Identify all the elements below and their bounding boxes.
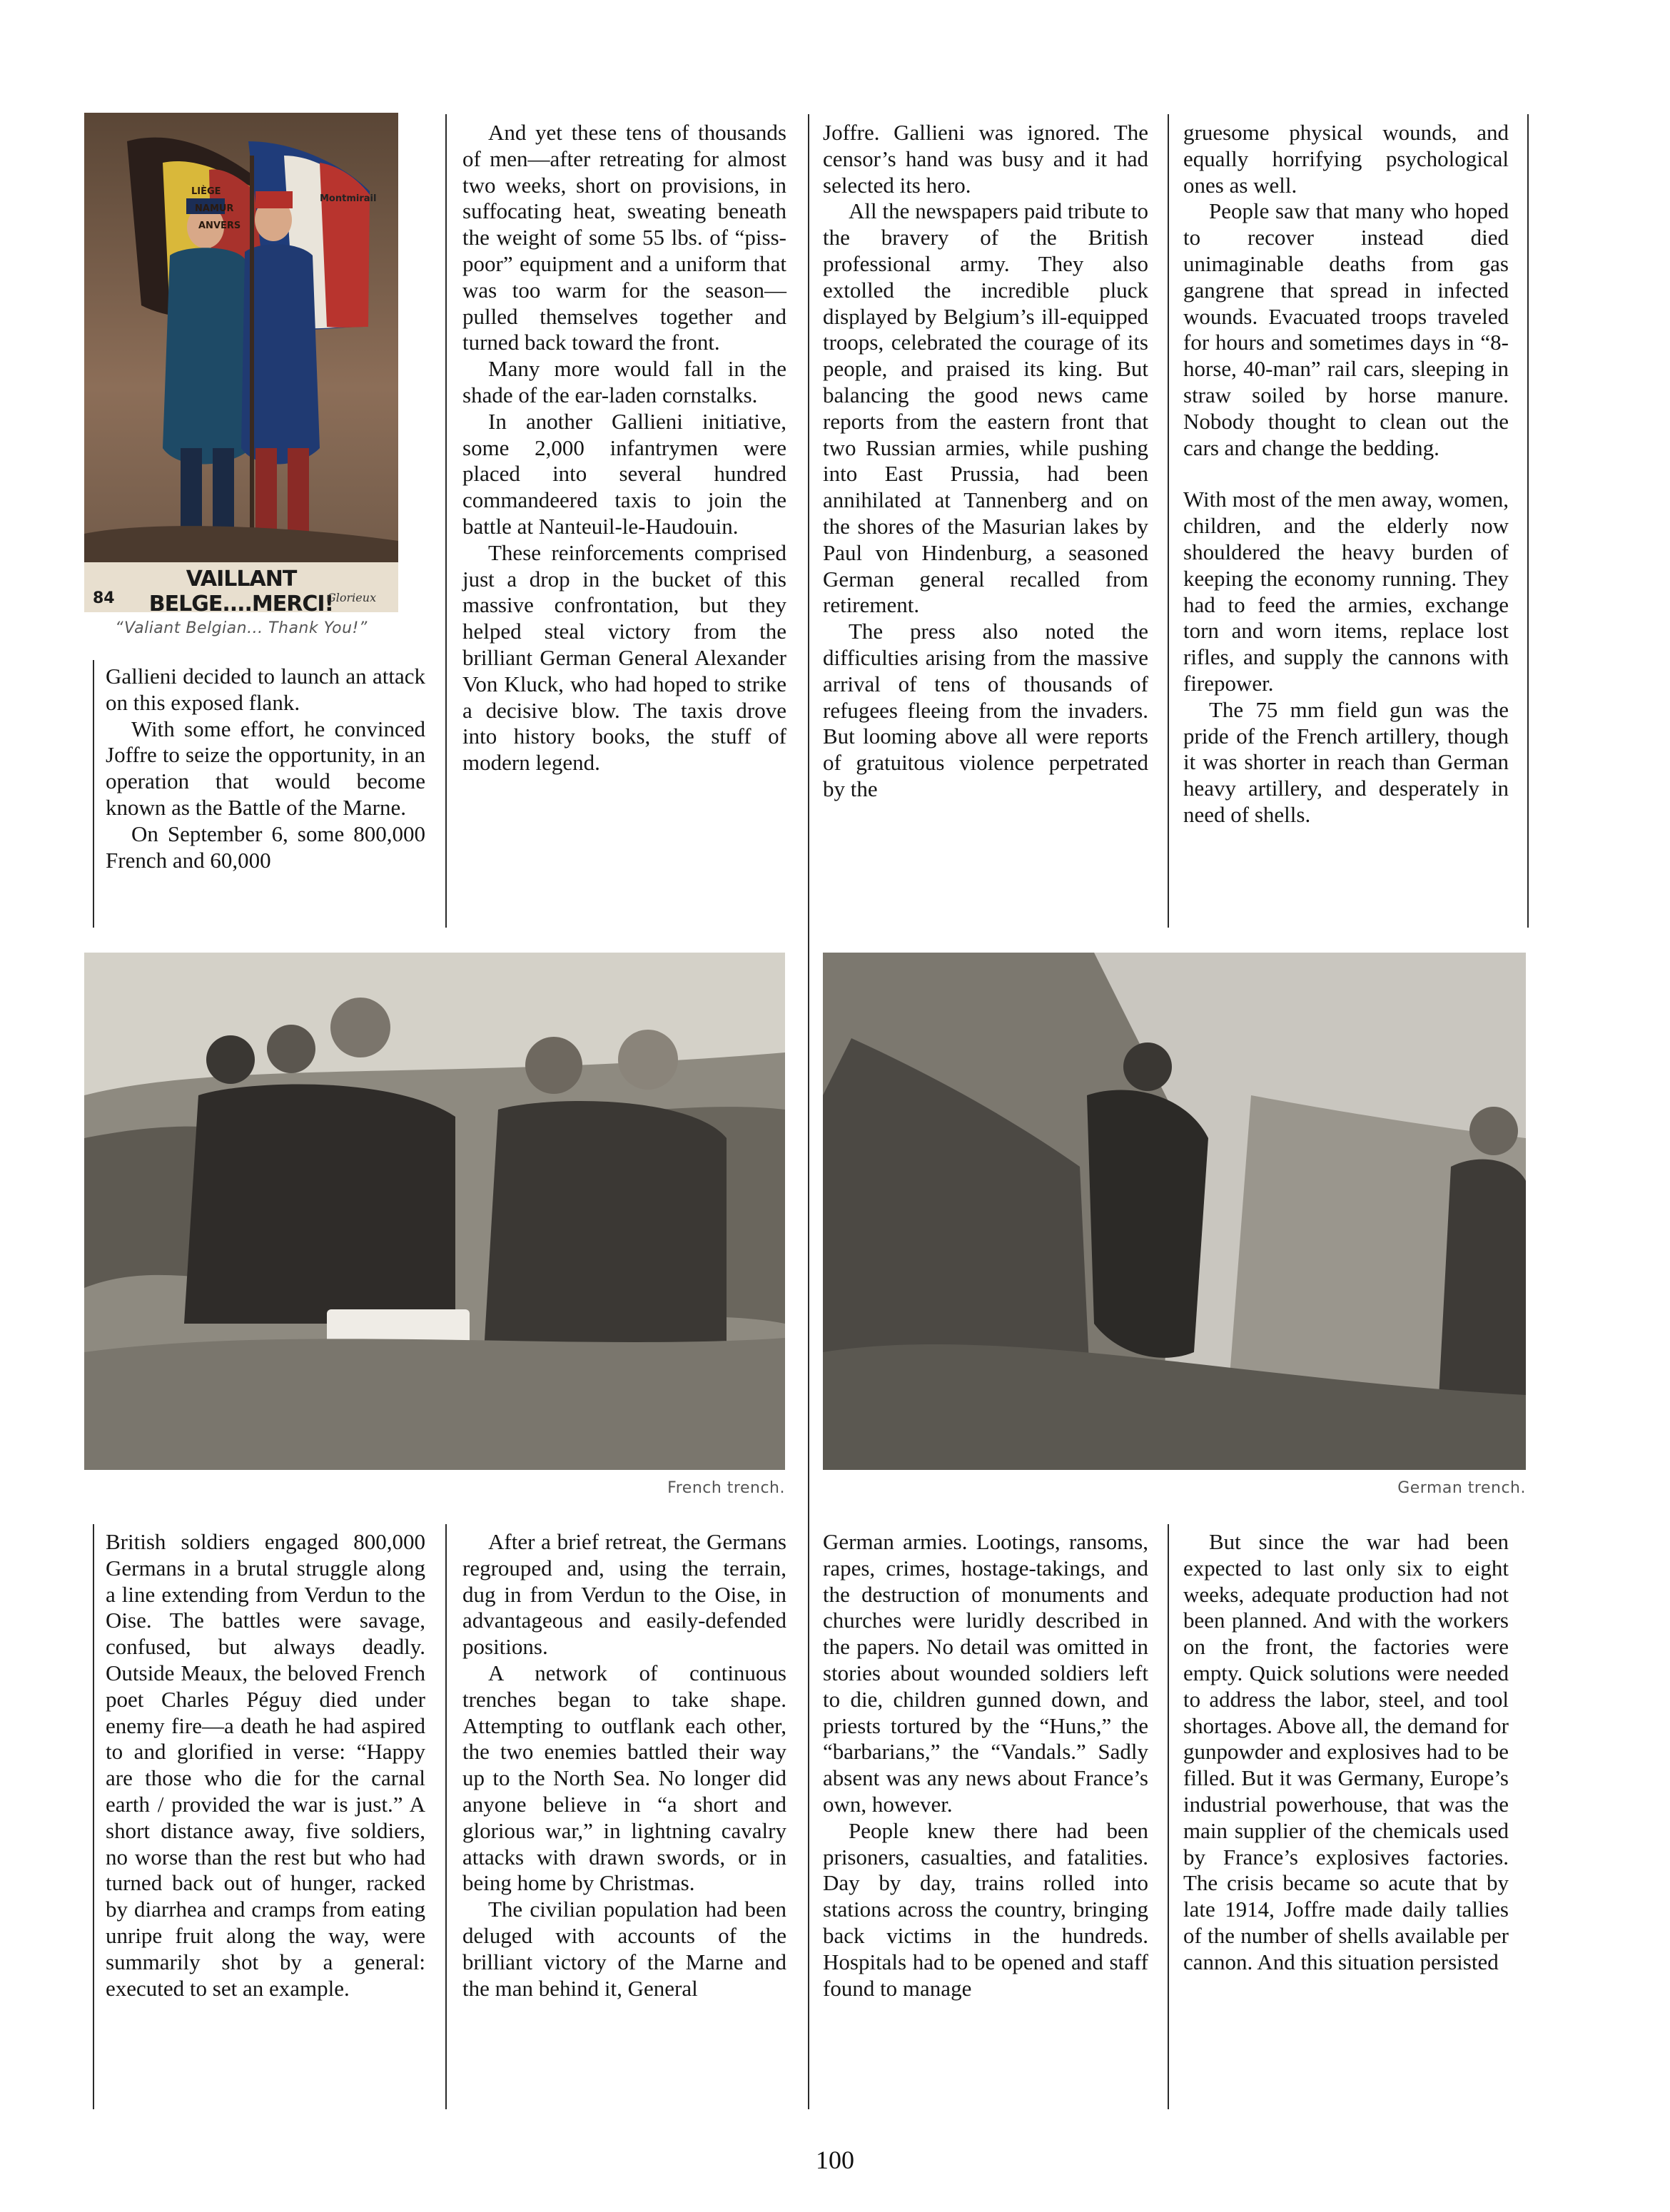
paragraph: On September 6, some 800,000 French and 60,000 [106,821,425,873]
lower-column-1 [106,1529,425,2002]
column-rule [93,660,94,928]
paragraph: The civilian population had been deluged with accounts of the brilliant victory of the Marne and the man behind it, General [462,1897,786,2001]
column-rule [445,1524,447,2109]
paragraph: All the newspapers paid tribute to the bravery of the British professional army. They also extolled the incredible pluck displayed by Belgium’s ill-equipped troops, celebrated the courage of its people, and praised its king. But balancing the good news came reports from the eastern front that two Russian armies, while pushing into East Prussia, had been annihilated at Tannenberg and on the shores of the Masurian lakes by Paul von Hindenburg, a seasoned German general recalled from retirement. [823,198,1148,618]
postcard-image [84,113,398,612]
column-rule [93,1524,94,2109]
postcard-number: 84 [93,589,115,607]
lower-column-3 [823,1529,1148,2002]
postcard-signature: Glorieux [327,591,377,604]
paragraph: But since the war had been expected to last only six to eight weeks, adequate production had not been planned. And with the workers on the front, the factories were empty. Quick solutions were needed to address the labor, steel, and tool shortages. Above all, the demand for gunpowder and explosives had to be filled. But it was Germany, Europe’s industrial powerhouse, that was the main supplier of the chemicals used by France’s explosives factories. The crisis became so acute that by late 1914, Joffre made daily tallies of the number of shells available per cannon. And this situation persisted [1183,1529,1509,1974]
paragraph: Joffre. Gallieni was ignored. The censor’s hand was busy and it had selected its hero. [823,120,1148,198]
upper-column-2 [462,120,786,776]
paragraph: With some effort, he convinced Joffre to seize the opportunity, in an operation that would become known as the Battle of the Marne. [106,716,425,820]
postcard-flag-word: NAMUR [195,203,234,214]
postcard-caption: “Valiant Belgian... Thank You!” [115,619,368,637]
column-rule [1168,1524,1169,2109]
paragraph: In another Gallieni initiative, some 2,000 infantrymen were placed into several hundred commandeered taxis to join the battle at Nanteuil-le-Haudouin. [462,408,786,539]
paragraph-new-section: With most of the men away, women, children, and the elderly now shouldered the heavy burden of keeping the economy running. They had to feed the armies, exchange torn and worn items, replace lost rifles, and supply the cannons with firepower. [1183,487,1509,696]
german-trench-illustration [823,953,1526,1470]
french-trench-illustration [84,953,785,1470]
upper-column-1 [106,664,425,873]
french-trench-photo [84,953,785,1470]
paragraph: The 75 mm field gun was the pride of the French artillery, though it was shorter in reach than German heavy artillery, and desperately in need of shells. [1183,696,1509,827]
postcard-flag-word: LIÈGE [191,186,221,197]
paragraph: After a brief retreat, the Germans regrouped and, using the terrain, dug in from Verdun to the Oise, in advantageous and easily-defended positions. [462,1529,786,1660]
paragraph: Gallieni decided to launch an attack on this exposed flank. [106,664,425,715]
german-trench-caption: German trench. [1397,1479,1526,1497]
paragraph: gruesome physical wounds, and equally horrifying psychological ones as well. [1183,120,1509,198]
column-rule [445,114,447,928]
paragraph: Many more would fall in the shade of the ear-laden cornstalks. [462,356,786,407]
paragraph: British soldiers engaged 800,000 Germans in a brutal struggle along a line extending from Verdun to the Oise. The battles were savage, confused, but always deadly. Outside Meaux, the beloved French poet Charles Péguy died under enemy fire—a death he had aspired to and glorified in verse: “Happy are those who die for the carnal earth / provided the war is just.” A short distance away, five soldiers, no worse than the rest but who had turned back out of hunger, racked by diarrhea and cramps from eating unripe fruit along the way, were summarily shot by a general: executed to set an example. [106,1529,425,2001]
paragraph: A network of continuous trenches began to take shape. Attempting to outflank each other, the two enemies battled their way up to the North Sea. No longer did anyone believe in “a short and glorious war,” in lightning cavalry attacks with drawn swords, or in being home by Christmas. [462,1660,786,1896]
german-trench-photo [823,953,1526,1470]
lower-column-4 [1183,1529,1509,1976]
column-rule [808,1524,809,2109]
upper-column-3 [823,120,1148,803]
paragraph: And yet these tens of thousands of men—after retreating for almost two weeks, short on provisions, in suffocating heat, sweating beneath the weight of some 55 lbs. of “piss-poor” equipment and a uniform that was too warm for the season—pulled themselves together and turned back toward the front. [462,120,786,355]
column-rule [808,928,809,1524]
lower-column-2 [462,1529,786,2002]
postcard-flag-word: ANVERS [198,220,241,231]
paragraph: People knew there had been prisoners, casualties, and fatalities. Day by day, trains rolled into stations across the country, bringing back victims in the hundreds. Hospitals had to be opened and staff found to manage [823,1817,1148,2001]
paragraph: The press also noted the difficulties arising from the massive arrival of tens of thousands of refugees fleeing from the invaders. But looming above all were reports of gratuitous violence perpetrated by the [823,619,1148,801]
column-rule [1168,114,1169,928]
upper-column-4 [1183,120,1509,828]
french-trench-caption: French trench. [667,1479,785,1497]
paragraph: These reinforcements comprised just a drop in the bucket of this massive confrontation, but they helped steal victory from the brilliant German General Alexander Von Kluck, who had hoped to strike a decisive blow. The taxis drove into history books, the stuff of modern legend. [462,539,786,776]
postcard-flag-word: Montmirail [320,193,377,204]
page-number: 100 [816,2146,854,2174]
column-rule [1527,114,1529,928]
paragraph: People saw that many who hoped to recover instead died unimaginable deaths from gas gangrene that spread in infected wounds. Evacuated troops traveled for hours and sometimes days in “8-horse, 40-man” rail cars, sleeping in straw soiled by horse manure. Nobody thought to clean out the cars and change the bedding. [1183,198,1509,460]
column-rule [808,114,809,928]
postcard-flag-words [191,184,377,263]
paragraph: German armies. Lootings, ransoms, rapes, crimes, hostage-takings, and the destruction of monuments and churches were luridly described in the papers. No detail was omitted in stories about wounded soldiers left to die, children gunned down, and priests tortured by the “Huns,” the “barbarians,” the “Vandals.” Sadly absent was any news about France’s own, however. [823,1529,1148,1817]
postcard-banner: VAILLANT BELGE....MERCI! [148,567,334,612]
